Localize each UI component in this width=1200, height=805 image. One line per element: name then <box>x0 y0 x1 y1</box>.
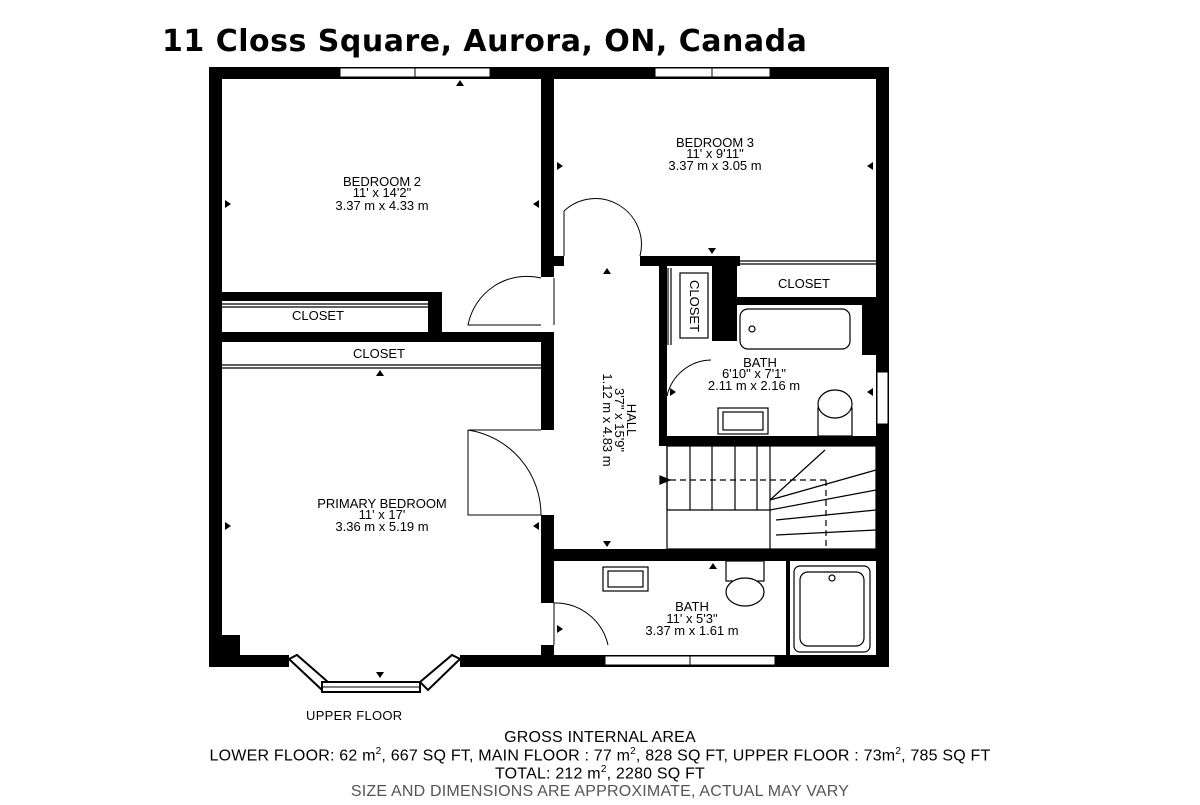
primary-metric: 3.36 m x 5.19 m <box>335 519 429 534</box>
bath-upper-metric: 2.11 m x 2.16 m <box>707 378 801 393</box>
bedroom2-name: BEDROOM 2 <box>342 174 422 189</box>
lower-floor-text: LOWER FLOOR: 62 m <box>209 747 376 765</box>
disclaimer: SIZE AND DIMENSIONS ARE APPROXIMATE, ACTUAL MAY VARY <box>350 783 850 800</box>
bath-lower-metric: 3.37 m x 1.61 m <box>645 623 739 638</box>
hall-imperial: 3'7" x 15'9" <box>612 387 627 453</box>
floor-areas-line <box>0 746 1200 765</box>
total-area-line <box>0 764 1200 783</box>
primary-imperial: 11' x 17' <box>358 507 406 522</box>
closet-primary-label: CLOSET <box>352 346 406 361</box>
bedroom3-metric: 3.37 m x 3.05 m <box>668 158 762 173</box>
page-title: 11 Closs Square, Aurora, ON, Canada <box>162 24 808 59</box>
sq-mark: 2 <box>630 746 636 757</box>
total-a-text: TOTAL: 212 m <box>494 765 601 783</box>
hall-metric: 1.12 m x 4.83 m <box>600 373 615 467</box>
bedroom3-imperial: 11' x 9'11" <box>686 146 744 161</box>
main-rest-text: , 828 SQ FT, UPPER FLOOR : 73m <box>635 747 896 765</box>
bath-fixtures <box>603 309 870 652</box>
hall-name: HALL <box>624 403 639 437</box>
sq-mark: 2 <box>895 746 902 757</box>
closet-hall-label: CLOSET <box>687 279 702 333</box>
bath-lower-imperial: 11' x 5'3" <box>666 611 718 626</box>
total-b-text: , 2280 SQ FT <box>606 765 706 783</box>
bedroom3-name: BEDROOM 3 <box>675 135 755 150</box>
interior-walls <box>222 67 889 657</box>
gross-area-heading: GROSS INTERNAL AREA <box>504 729 696 746</box>
closet-b3-label: CLOSET <box>777 276 831 291</box>
upper-rest-text: , 785 SQ FT <box>901 747 991 765</box>
bay-window <box>289 655 460 692</box>
bedroom2-metric: 3.37 m x 4.33 m <box>335 198 429 213</box>
lower-rest-text: , 667 SQ FT, MAIN FLOOR : 77 m <box>381 747 631 765</box>
sq-mark: 2 <box>600 764 607 775</box>
bath-upper-imperial: 6'10" x 7'1" <box>721 366 787 381</box>
primary-name: PRIMARY BEDROOM <box>317 496 447 511</box>
bath-lower-name: BATH <box>675 599 709 614</box>
floor-label: UPPER FLOOR <box>306 708 403 723</box>
bedroom2-imperial: 11' x 14'2" <box>352 185 412 200</box>
staircase <box>660 446 876 549</box>
sq-mark: 2 <box>375 746 382 757</box>
bath-upper-name: BATH <box>743 355 777 370</box>
closet-b2-label: CLOSET <box>291 308 345 323</box>
